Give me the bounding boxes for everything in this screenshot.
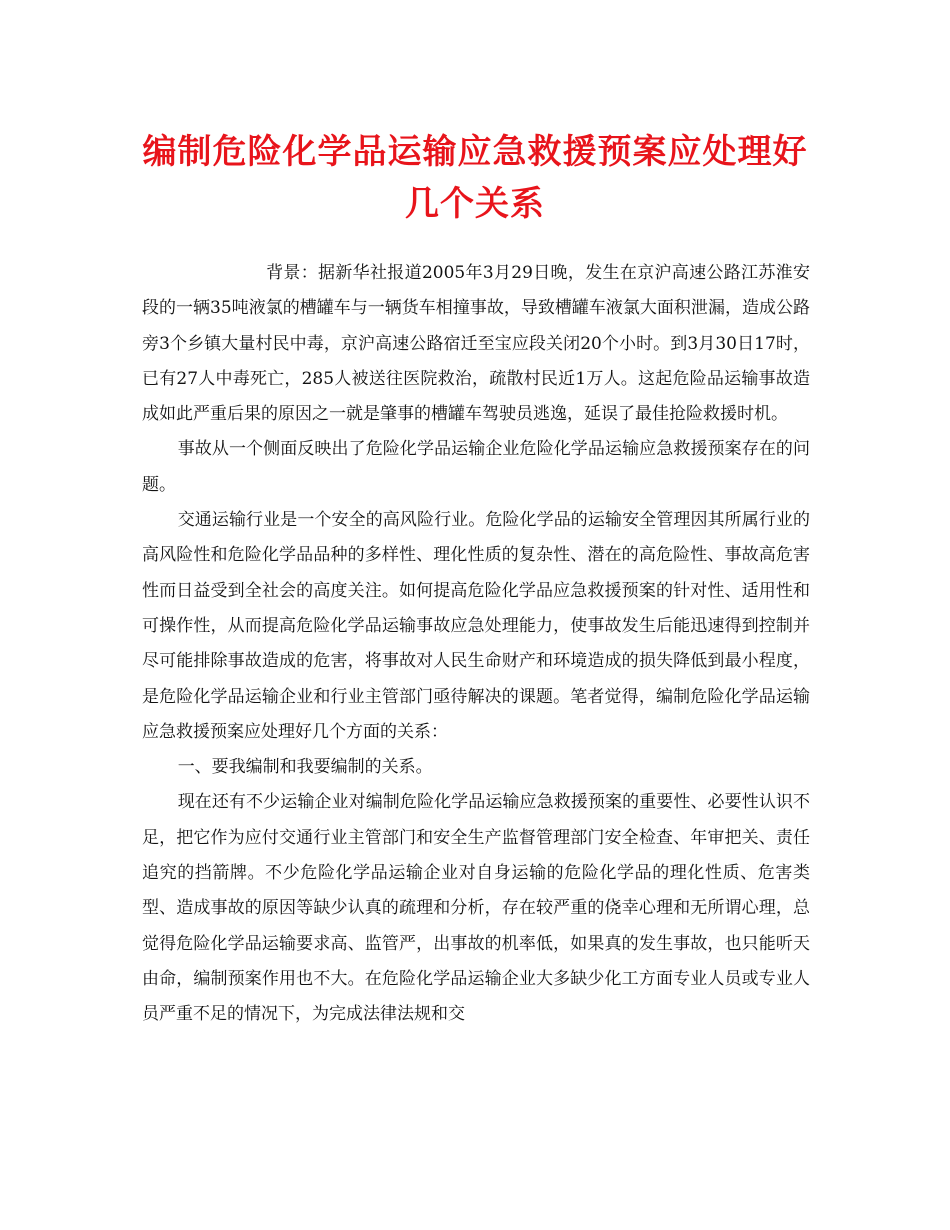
section-heading-1: 一、要我编制和我要编制的关系。 — [177, 757, 433, 778]
paragraph-current-situation: 现在还有不少运输企业对编制危险化学品运输应急救援预案的重要性、必要性认识不足，把它作为应付交通行业主管部门和安全生产监督管理部门安全检查、年审把关、责任追究的挡箭牌。不少危险化学品运输企业对自身运输的危险化学品的理化性质、危害类型、造成事故的原因等缺少认真的疏理和分析，存在较严重的侥幸心理和无所谓心理，总觉得危险化学品运输要求高、监管严，出事故的机率低，如果真的发生事故，也只能听天由命，编制预案作用也不大。在危险化学品运输企业大多缺少化工方面专业人员或专业人员严重不足的情况下，为完成法律法规和交 — [142, 792, 810, 1025]
paragraph-industry-risk: 交通运输行业是一个安全的高风险行业。危险化学品的运输安全管理因其所属行业的高风险性和危险化学品品种的多样性、理化性质的复杂性、潜在的高危险性、事故高危害性而日益受到全社会的高度关注。如何提高危险化学品应急救援预案的针对性、适用性和可操作性，从而提高危险化学品运输事故应急处理能力，使事故发生后能迅速得到控制并尽可能排除事故造成的危害，将事故对人民生命财产和环境造成的损失降低到最小程度，是危险化学品运输企业和行业主管部门亟待解决的课题。笔者觉得，编制危险化学品运输应急救援预案应处理好几个方面的关系： — [142, 510, 810, 742]
paragraph-background: 背景：据新华社报道2005年3月29日晚，发生在京沪高速公路江苏淮安段的一辆35吨液氯的槽罐车与一辆货车相撞事故，导致槽罐车液氯大面积泄漏，造成公路旁3个乡镇大量村民中毒，京沪高速公路宿迁至宝应段关闭20个小时。到3月30日17时，已有27人中毒死亡，285人被送往医院救治，疏散村民近1万人。这起危险品运输事故造成如此严重后果的原因之一就是肇事的槽罐车驾驶员逃逸，延误了最佳抢险救援时机。 — [142, 263, 810, 425]
paragraph-accident-reflection: 事故从一个侧面反映出了危险化学品运输企业危险化学品运输应急救援预案存在的问题。 — [142, 439, 810, 495]
document-title: 编制危险化学品运输应急救援预案应处理好几个关系 — [142, 132, 808, 224]
document-body — [142, 256, 810, 1033]
